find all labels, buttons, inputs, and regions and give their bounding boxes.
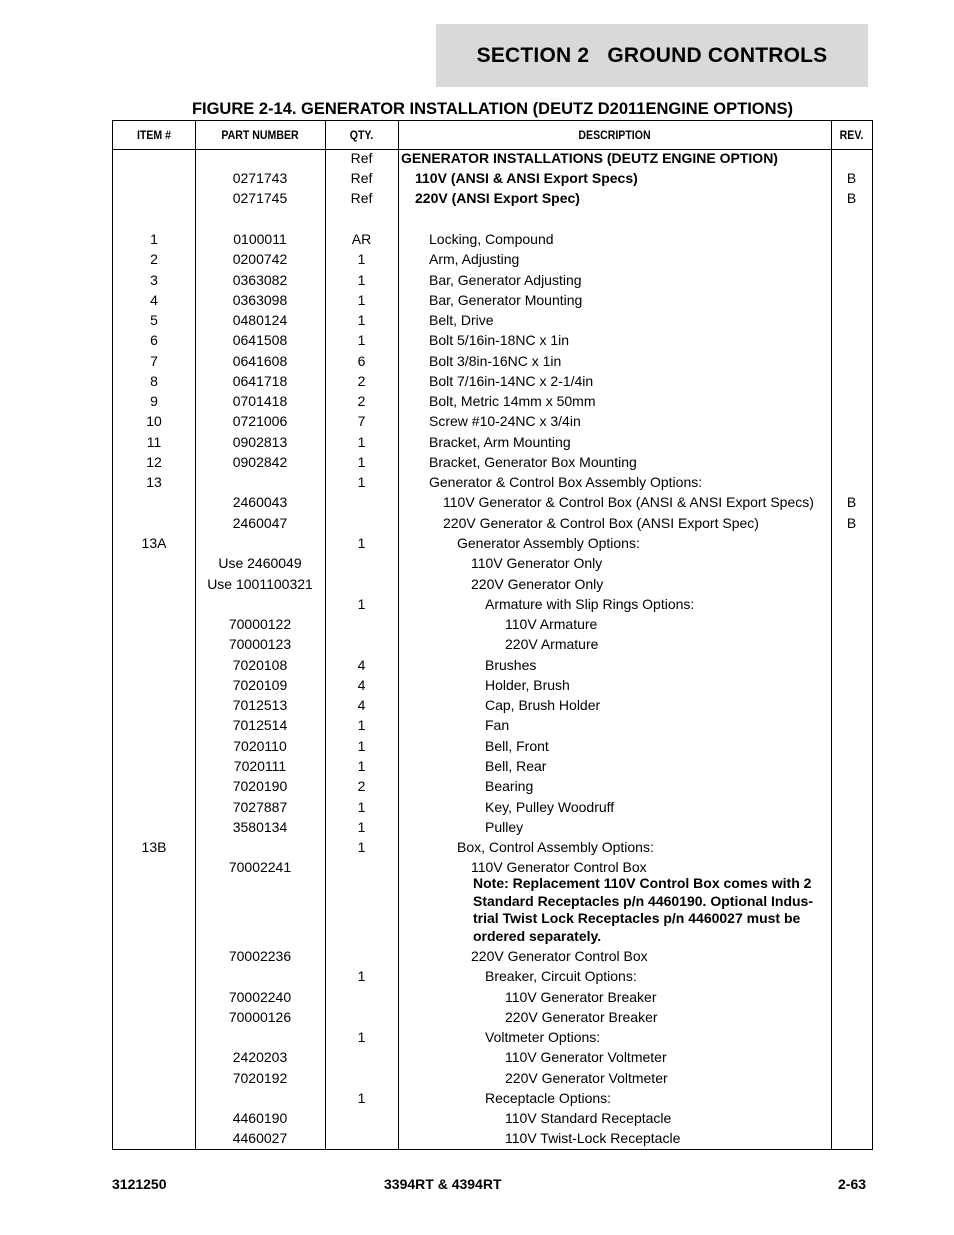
- description-cell: Cap, Brush Holder: [485, 697, 601, 713]
- part-number-cell: 0641718: [232, 373, 288, 389]
- description-cell: Voltmeter Options:: [485, 1029, 601, 1045]
- qty-cell: 4: [357, 677, 366, 693]
- qty-cell: 1: [357, 738, 366, 754]
- description-cell: Locking, Compound: [429, 231, 554, 247]
- qty-cell: AR: [351, 231, 372, 247]
- description-cell: 220V Generator Only: [471, 576, 604, 592]
- qty-cell: 1: [357, 1029, 366, 1045]
- rev-cell: B: [846, 494, 857, 510]
- page-number: 2-63: [838, 1176, 867, 1192]
- description-cell: Bar, Generator Adjusting: [429, 272, 582, 288]
- section-title: SECTION 2 GROUND CONTROLS: [476, 43, 828, 67]
- description-cell: 110V (ANSI & ANSI Export Specs): [415, 170, 638, 186]
- rev-cell: B: [846, 190, 857, 206]
- item-cell: 8: [150, 373, 158, 389]
- qty-cell: Ref: [350, 170, 373, 186]
- item-cell: 4: [150, 292, 158, 308]
- qty-cell: 1: [357, 1090, 366, 1106]
- note-line: trial Twist Lock Receptacles p/n 4460027 must be: [473, 910, 801, 926]
- part-number-cell: 0480124: [232, 312, 288, 328]
- part-number-cell: 7020190: [232, 778, 288, 794]
- description-cell: Fan: [485, 717, 510, 733]
- rev-cell: B: [846, 515, 857, 531]
- part-number-cell: 7012513: [232, 697, 288, 713]
- model-numbers: 3394RT & 4394RT: [384, 1176, 502, 1192]
- item-cell: 13: [146, 474, 162, 490]
- part-number-cell: 4460190: [232, 1110, 288, 1126]
- column-divider: [398, 121, 399, 1149]
- part-number-cell: 7020108: [232, 657, 288, 673]
- qty-cell: 1: [357, 251, 366, 267]
- item-cell: 3: [150, 272, 158, 288]
- item-cell: 6: [150, 332, 158, 348]
- description-cell: 110V Armature: [505, 616, 598, 632]
- item-cell: 7: [150, 353, 158, 369]
- item-cell: 2: [150, 251, 158, 267]
- qty-cell: 1: [357, 434, 366, 450]
- section-banner: [436, 24, 868, 87]
- part-number-cell: 7020192: [232, 1070, 288, 1086]
- part-number-cell: 7020109: [232, 677, 288, 693]
- qty-cell: 1: [357, 596, 366, 612]
- qty-cell: 1: [357, 535, 366, 551]
- description-cell: 110V Generator Voltmeter: [505, 1049, 667, 1065]
- description-cell: Bell, Rear: [485, 758, 547, 774]
- description-cell: Bolt 3/8in-16NC x 1in: [429, 353, 562, 369]
- item-cell: 11: [146, 434, 162, 450]
- description-cell: Bracket, Arm Mounting: [429, 434, 571, 450]
- control-box-note: [473, 875, 823, 945]
- description-cell: 110V Generator Only: [471, 555, 603, 571]
- part-number-cell: 0363082: [232, 272, 288, 288]
- qty-cell: 1: [357, 968, 366, 984]
- description-cell: Brushes: [485, 657, 537, 673]
- qty-cell: 1: [357, 799, 366, 815]
- description-cell: Key, Pulley Woodruff: [485, 799, 615, 815]
- description-cell: Armature with Slip Rings Options:: [485, 596, 695, 612]
- description-cell: 220V Armature: [505, 636, 599, 652]
- qty-cell: 2: [357, 778, 366, 794]
- part-number-cell: 70000126: [228, 1009, 292, 1025]
- description-cell: Pulley: [485, 819, 524, 835]
- qty-cell: Ref: [350, 190, 373, 206]
- description-cell: Bearing: [485, 778, 534, 794]
- part-number-cell: 0200742: [232, 251, 288, 267]
- description-cell: Generator & Control Box Assembly Options:: [429, 474, 703, 490]
- description-cell: 110V Generator Control Box: [471, 859, 647, 875]
- part-number-cell: 0701418: [232, 393, 288, 409]
- description-cell: 110V Standard Receptacle: [505, 1110, 672, 1126]
- part-number-cell: 2420203: [232, 1049, 288, 1065]
- part-number-cell: 3580134: [232, 819, 288, 835]
- parts-table: [112, 120, 873, 1150]
- part-number-cell: 70000123: [228, 636, 292, 652]
- part-number-cell: 0363098: [232, 292, 288, 308]
- qty-cell: 4: [357, 657, 366, 673]
- description-cell: 220V Generator Voltmeter: [505, 1070, 668, 1086]
- note-line: ordered separately.: [473, 927, 602, 944]
- description-cell: Box, Control Assembly Options:: [457, 839, 654, 855]
- description-cell: 220V Generator Control Box: [471, 948, 648, 964]
- qty-cell: 2: [357, 393, 366, 409]
- part-number-cell: 70002241: [228, 859, 292, 875]
- qty-cell: 4: [357, 697, 366, 713]
- doc-number: 3121250: [112, 1176, 167, 1192]
- item-cell: 13A: [141, 535, 167, 551]
- description-cell: Bracket, Generator Box Mounting: [429, 454, 637, 470]
- part-number-cell: 0100011: [233, 231, 287, 247]
- item-cell: 9: [150, 393, 158, 409]
- description-cell: GENERATOR INSTALLATIONS (DEUTZ ENGINE OPTION): [401, 150, 778, 166]
- column-header-item: ITEM #: [136, 128, 172, 142]
- qty-cell: 1: [357, 819, 366, 835]
- qty-cell: 7: [357, 413, 366, 429]
- description-cell: Belt, Drive: [429, 312, 494, 328]
- description-cell: Screw #10-24NC x 3/4in: [429, 413, 581, 429]
- qty-cell: 1: [357, 758, 366, 774]
- item-cell: 12: [146, 454, 162, 470]
- description-cell: Holder, Brush: [485, 677, 570, 693]
- note-line: Note: Replacement 110V Control Box comes with 2: [473, 875, 812, 891]
- description-cell: Bar, Generator Mounting: [429, 292, 583, 308]
- description-cell: Breaker, Circuit Options:: [485, 968, 637, 984]
- part-number-cell: 70002236: [228, 948, 292, 964]
- rev-cell: B: [846, 170, 857, 186]
- part-number-cell: Use 2460049: [218, 555, 302, 571]
- qty-cell: Ref: [350, 150, 373, 166]
- figure-title: FIGURE 2-14. GENERATOR INSTALLATION (DEUTZ D2011ENGINE OPTIONS): [191, 100, 794, 118]
- part-number-cell: 2460047: [232, 515, 288, 531]
- description-cell: Receptacle Options:: [485, 1090, 612, 1106]
- part-number-cell: 0271745: [232, 190, 288, 206]
- item-cell: 10: [146, 413, 162, 429]
- part-number-cell: 0902842: [232, 454, 288, 470]
- part-number-cell: 4460027: [232, 1130, 288, 1146]
- qty-cell: 2: [357, 373, 366, 389]
- column-header-part-number: PART NUMBER: [221, 128, 299, 142]
- part-number-cell: 70002240: [228, 989, 292, 1005]
- note-line: Standard Receptacles p/n 4460190. Optional Indus-: [473, 892, 813, 909]
- description-cell: Bolt 5/16in-18NC x 1in: [429, 332, 570, 348]
- qty-cell: 1: [357, 312, 366, 328]
- part-number-cell: 0641608: [232, 353, 288, 369]
- part-number-cell: 70000122: [228, 616, 292, 632]
- description-cell: Arm, Adjusting: [429, 251, 520, 267]
- part-number-cell: 7012514: [232, 717, 288, 733]
- part-number-cell: 2460043: [232, 494, 288, 510]
- part-number-cell: 7020110: [233, 738, 287, 754]
- column-header-rev: REV.: [839, 128, 864, 142]
- part-number-cell: 0641508: [232, 332, 288, 348]
- part-number-cell: 7020111: [233, 758, 287, 774]
- column-header-qty: QTY.: [349, 128, 374, 142]
- description-cell: 110V Twist-Lock Receptacle: [505, 1130, 681, 1146]
- qty-cell: 6: [357, 353, 366, 369]
- part-number-cell: 0902813: [232, 434, 288, 450]
- item-cell: 1: [150, 231, 158, 247]
- qty-cell: 1: [357, 474, 366, 490]
- qty-cell: 1: [357, 292, 366, 308]
- part-number-cell: Use 1001100321: [207, 576, 313, 592]
- description-cell: 220V Generator Breaker: [505, 1009, 658, 1025]
- part-number-cell: 7027887: [232, 799, 288, 815]
- qty-cell: 1: [357, 454, 366, 470]
- description-cell: Generator Assembly Options:: [457, 535, 640, 551]
- item-cell: 5: [150, 312, 158, 328]
- column-header-description: DESCRIPTION: [578, 128, 651, 142]
- description-cell: 220V Generator & Control Box (ANSI Export Spec): [443, 515, 759, 531]
- item-cell: 13B: [141, 839, 167, 855]
- qty-cell: 1: [357, 272, 366, 288]
- part-number-cell: 0721006: [232, 413, 288, 429]
- qty-cell: 1: [357, 332, 366, 348]
- qty-cell: 1: [357, 839, 366, 855]
- description-cell: Bolt 7/16in-14NC x 2-1/4in: [429, 373, 594, 389]
- part-number-cell: 0271743: [232, 170, 288, 186]
- qty-cell: 1: [357, 717, 366, 733]
- description-cell: 110V Generator & Control Box (ANSI & ANSI Export Specs): [443, 494, 814, 510]
- description-cell: 110V Generator Breaker: [505, 989, 657, 1005]
- description-cell: Bell, Front: [485, 738, 549, 754]
- description-cell: 220V (ANSI Export Spec): [415, 190, 580, 206]
- description-cell: Bolt, Metric 14mm x 50mm: [429, 393, 596, 409]
